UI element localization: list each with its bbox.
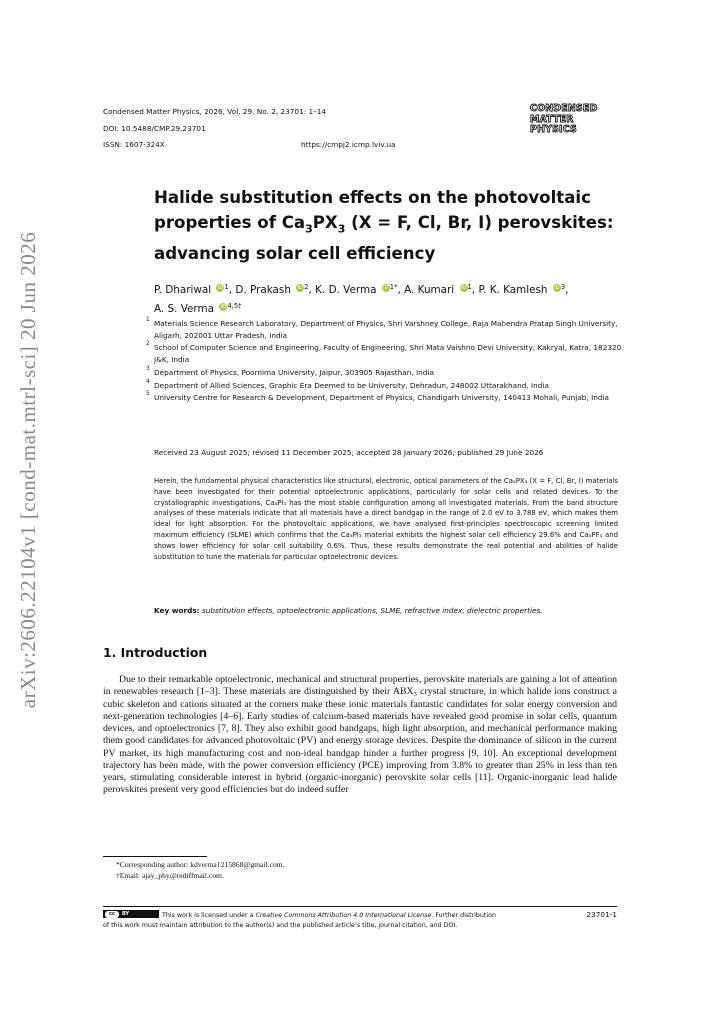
- arxiv-side-stamp: arXiv:2606.22104v1 [cond-mat.mtrl-sci] 20 Jun 2026: [16, 231, 40, 709]
- abstract: Herein, the fundamental physical characteristics like structural, electronic, optical parameters of the Ca₃PX₃ (X = F, Cl, Br, I) materials have been investigated for their potential optoelectronic applications, particularly for solar cells and related devices. To the crystallographic investigations, Ca₃PI₃ has the most stable configuration among all investigated materials. From the band structure analyses of these materials indicate that all materials have a direct bandgap in the range of 2.0 eV to 3.788 eV, which makes them ideal for light absorption. For the photovoltaic applications, we have analysed first-principles spectroscopic screening limited maximum efficiency (SLME) which confirms that the Ca₃PI₃ material exhibits the highest solar cell efficiency 29.6% and Ca₃PF₃ and shows lower efficiency for solar cell suitability 0.6%. Thus, these results demonstrate the real potential and abilities of halide substitution to tune the materials for particular optoelectronic devices.: [154, 477, 618, 561]
- intro-paragraph: Due to their remarkable optoelectronic, mechanical and structural properties, perovskite materials are gaining a lot of attention in renewables research [1–3]. These materials are distinguished by their ABX₃ crystal structure, in which halide ions construct a cubic skeleton and cations situated at the corners make these ionic materials fantastic candidates for solar energy conversion and next-generation technologies [4–6]. Early studies of calcium-based materials have revealed good promise in solar cells, quantum devices, and optoelectronics [7, 8]. They also exhibit good bandgaps, high light absorption, and mechanical performance making them good candidates for advanced photovoltaic (PV) and energy storage devices. Despite the dominance of silicon in the current PV market, its high manufacturing cost and non-ideal bandgap hinder a further progress [9, 10]. An exceptional development trajectory has been made, with the power conversion efficiency (PCE) improving from 3.8% to greater than 25% in less than ten years, stimulating considerable interest in hybrid (organic-inorganic) perovskite solar cells [11]. Organic-inorganic lead halide perovskites present very good efficiencies but do indeed suffer: [103, 674, 617, 796]
- paper-title: [154, 185, 624, 266]
- orcid-icon[interactable]: iD: [297, 285, 303, 291]
- footnotes: [116, 859, 285, 881]
- orcid-icon[interactable]: iD: [460, 285, 467, 291]
- keywords-text: substitution effects, optoelectronic applications, SLME, refractive index, dielectric properties.: [201, 606, 543, 615]
- section-heading: 1. Introduction: [103, 645, 208, 660]
- journal-logo: [530, 104, 616, 136]
- title-line-1: Halide substitution effects on the photovoltaic: [154, 188, 591, 207]
- orcid-icon[interactable]: iD: [383, 285, 389, 291]
- doi[interactable]: DOI: 10.5488/CMP.29.23701: [103, 124, 206, 133]
- title-line-3: advancing solar cell efficiency: [154, 244, 436, 264]
- affiliation-list: [146, 318, 624, 405]
- orcid-icon[interactable]: iD: [217, 285, 224, 291]
- author[interactable]: A. S. Verma $iD^{4,5\dagger}$: [154, 302, 242, 315]
- logo-line-2: MATTER: [530, 113, 574, 125]
- affiliation: 2 School of Computer Science and Engineering, Faculty of Engineering, Shri Mata Vaishno Devi University, Kakryal, Katra, 182320 J&K, India: [146, 341, 622, 364]
- affiliation: 3 Department of Physics, Poornima University, Jaipur, 303905 Rajasthan, India: [146, 365, 434, 377]
- publication-dates: Received 23 August 2025; revised 11 December 2025; accepted 28 January 2026; published 29 June 2026: [154, 448, 544, 457]
- issn: ISSN: 1607-324X: [103, 140, 165, 149]
- author[interactable]: P. K. Kamlesh $iD^3$,: [478, 283, 569, 296]
- affiliation: 1 Materials Science Research Laboratory, Department of Physics, Shri Varshney College, Raja Mahendra Pratap Singh University, Aligarh, 202001 Uttar Pradesh, India: [146, 317, 618, 340]
- author[interactable]: A. Kumari $iD^1$,: [404, 283, 479, 296]
- affiliation: 5 University Centre for Research & Development, Department of Physics, Chandigarh University, 140413 Mohali, Punjab, India: [146, 391, 609, 403]
- logo-line-1: CONDENSED: [530, 103, 598, 114]
- author[interactable]: K. D. Verma $iD^{1*}$,: [315, 283, 405, 296]
- journal-line: Condensed Matter Physics, 2026, Vol. 29, No. 2, 23701: 1–14: [103, 107, 327, 116]
- footnote-email[interactable]: †Email: ajay_phy@rediffmail.com.: [116, 871, 224, 880]
- license-line-1: cc BY This work is licensed under a Creative Commons Attribution 4.0 International License. Further distribution: [103, 910, 617, 921]
- license-rule: [103, 906, 617, 907]
- author-list: [154, 279, 624, 317]
- affiliation: 4 Department of Allied Sciences, Graphic Era Deemed to be University, Dehradun, 248002 Uttarakhand, India: [146, 378, 549, 390]
- footnote-rule: [103, 856, 207, 857]
- footnote-corresponding[interactable]: *Corresponding author: kdverma1215868@gmail.com.: [116, 860, 285, 869]
- orcid-icon[interactable]: iD: [220, 304, 226, 310]
- license-link[interactable]: Creative Commons Attribution 4.0 International License: [255, 912, 432, 919]
- cc-by-badge[interactable]: cc BY: [103, 910, 159, 918]
- title-line-2: properties of $Ca_3PX_3$ (X = F, Cl, Br, I) perovskites:: [154, 213, 614, 236]
- author[interactable]: D. Prakash $iD^2$,: [235, 283, 316, 296]
- keywords-label: Key words:: [154, 606, 200, 615]
- license-block: [103, 910, 617, 931]
- journal-url[interactable]: https://cmpj2.icmp.lviv.ua: [301, 140, 396, 149]
- logo-line-3: PHYSICS: [530, 124, 577, 135]
- keywords: [154, 606, 624, 615]
- page-number: 23701-1: [586, 910, 617, 919]
- author[interactable]: P. Dhariwal $iD^1$,: [154, 283, 236, 296]
- license-line-2: of this work must maintain attribution to the author(s) and the published article’s title, journal citation, and DOI.: [103, 922, 458, 930]
- orcid-icon[interactable]: iD: [554, 285, 560, 291]
